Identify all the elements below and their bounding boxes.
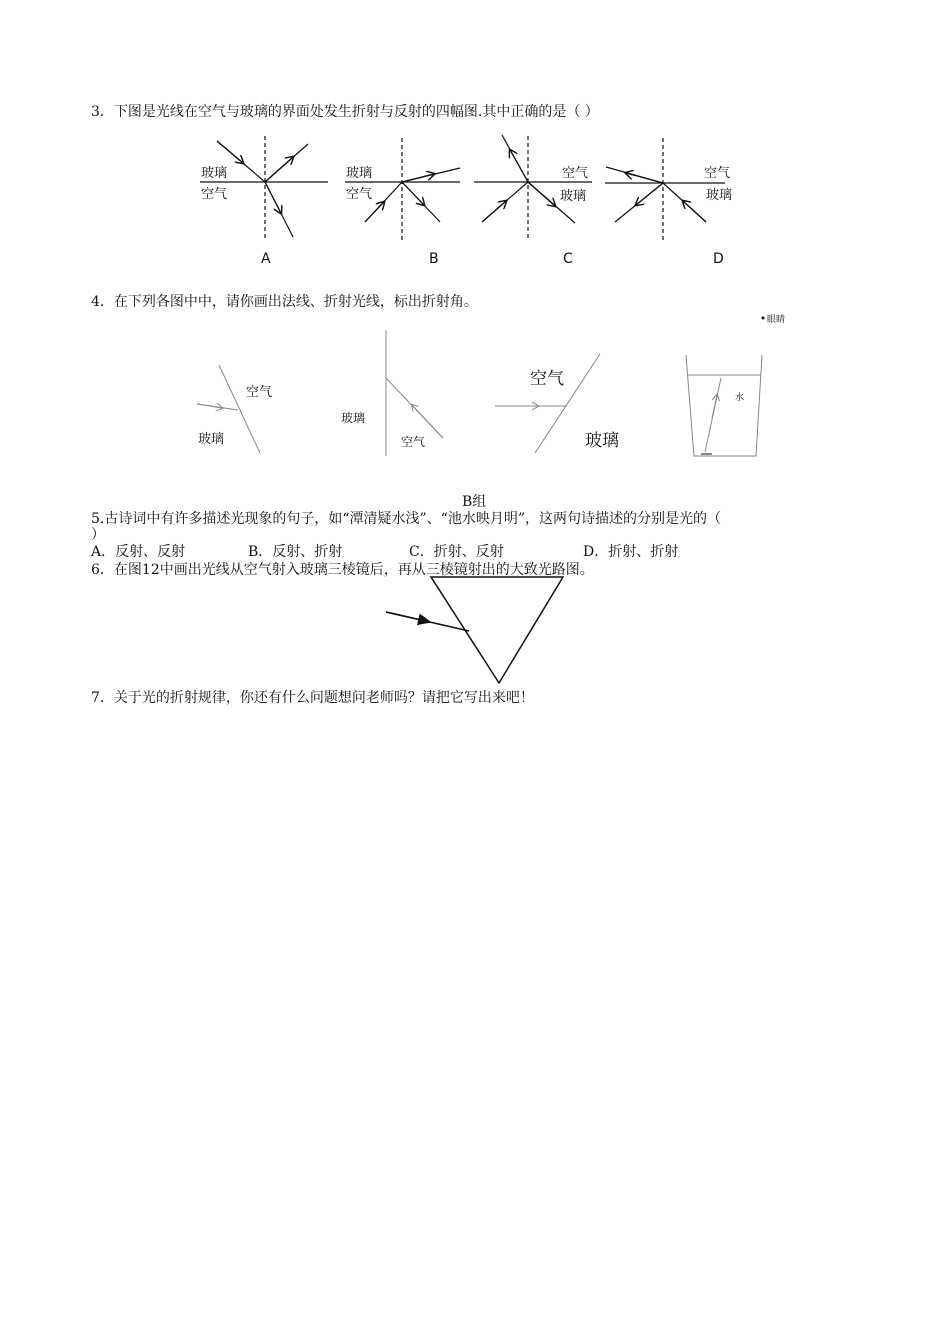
q5-option-d: D．折射、折射 bbox=[583, 544, 679, 560]
fig2-glass-label: 玻璃 bbox=[341, 411, 366, 425]
q4-figure-3 bbox=[495, 354, 619, 453]
q5-option-b: B．反射、折射 bbox=[248, 544, 343, 560]
group-b-heading: B组 bbox=[462, 494, 487, 510]
diagram-a-caption: A bbox=[261, 251, 271, 267]
prism-triangle bbox=[431, 577, 563, 683]
eye-label: 眼睛 bbox=[767, 315, 786, 325]
diagram-c-caption: C bbox=[563, 251, 573, 267]
diagram-d-caption: D bbox=[713, 251, 724, 267]
q6-prism bbox=[386, 577, 563, 683]
q5-text: 5.古诗词中有许多描述光现象的句子，如“潭清疑水浅”、“池水映月明”，这两句诗描述的分别是光的（ bbox=[91, 511, 721, 527]
q6-text: 6．在图12中画出光线从空气射入玻璃三棱镜后，再从三棱镜射出的大致光路图。 bbox=[91, 562, 594, 578]
diagram-c-bottom-label: 玻璃 bbox=[560, 189, 587, 204]
q4-figure-1 bbox=[197, 365, 272, 453]
eye-dot bbox=[762, 317, 765, 320]
diagram-a-bottom-label: 空气 bbox=[201, 187, 228, 202]
q4-text: 4．在下列各图中中，请你画出法线、折射光线，标出折射角。 bbox=[91, 294, 478, 310]
q3-diagram-b bbox=[345, 138, 460, 267]
fig3-glass-label: 玻璃 bbox=[585, 431, 619, 451]
fig3-air-label: 空气 bbox=[530, 369, 564, 389]
diagram-b-caption: B bbox=[429, 251, 439, 267]
q5-option-c: C．折射、反射 bbox=[409, 544, 504, 560]
q4-figure-2 bbox=[341, 330, 443, 456]
diagram-a-top-label: 玻璃 bbox=[201, 166, 228, 181]
fig1-glass-label: 玻璃 bbox=[198, 432, 225, 447]
q7-text: 7．关于光的折射规律，你还有什么问题想问老师吗？请把它写出来吧！ bbox=[91, 690, 534, 706]
q5-option-a: A．反射、反射 bbox=[91, 544, 186, 560]
q3-diagram-c bbox=[474, 135, 592, 267]
diagram-b-bottom-label: 空气 bbox=[346, 187, 373, 202]
q4-figure-4 bbox=[686, 355, 762, 456]
diagram-d-top-label: 空气 bbox=[704, 166, 731, 181]
diagram-c-top-label: 空气 bbox=[562, 166, 589, 181]
q3-diagram-d bbox=[605, 138, 732, 267]
q5-text-cont: ） bbox=[91, 527, 105, 543]
diagram-d-bottom-label: 玻璃 bbox=[706, 188, 733, 203]
fig1-air-label: 空气 bbox=[246, 385, 273, 400]
q3-diagram-a bbox=[200, 136, 328, 267]
fig2-air-label: 空气 bbox=[401, 435, 426, 449]
diagram-b-top-label: 玻璃 bbox=[346, 166, 373, 181]
fig4-water-label: 水 bbox=[735, 393, 745, 403]
q3-text: 3．下图是光线在空气与玻璃的界面处发生折射与反射的四幅图.其中正确的是（ ） bbox=[91, 104, 599, 120]
